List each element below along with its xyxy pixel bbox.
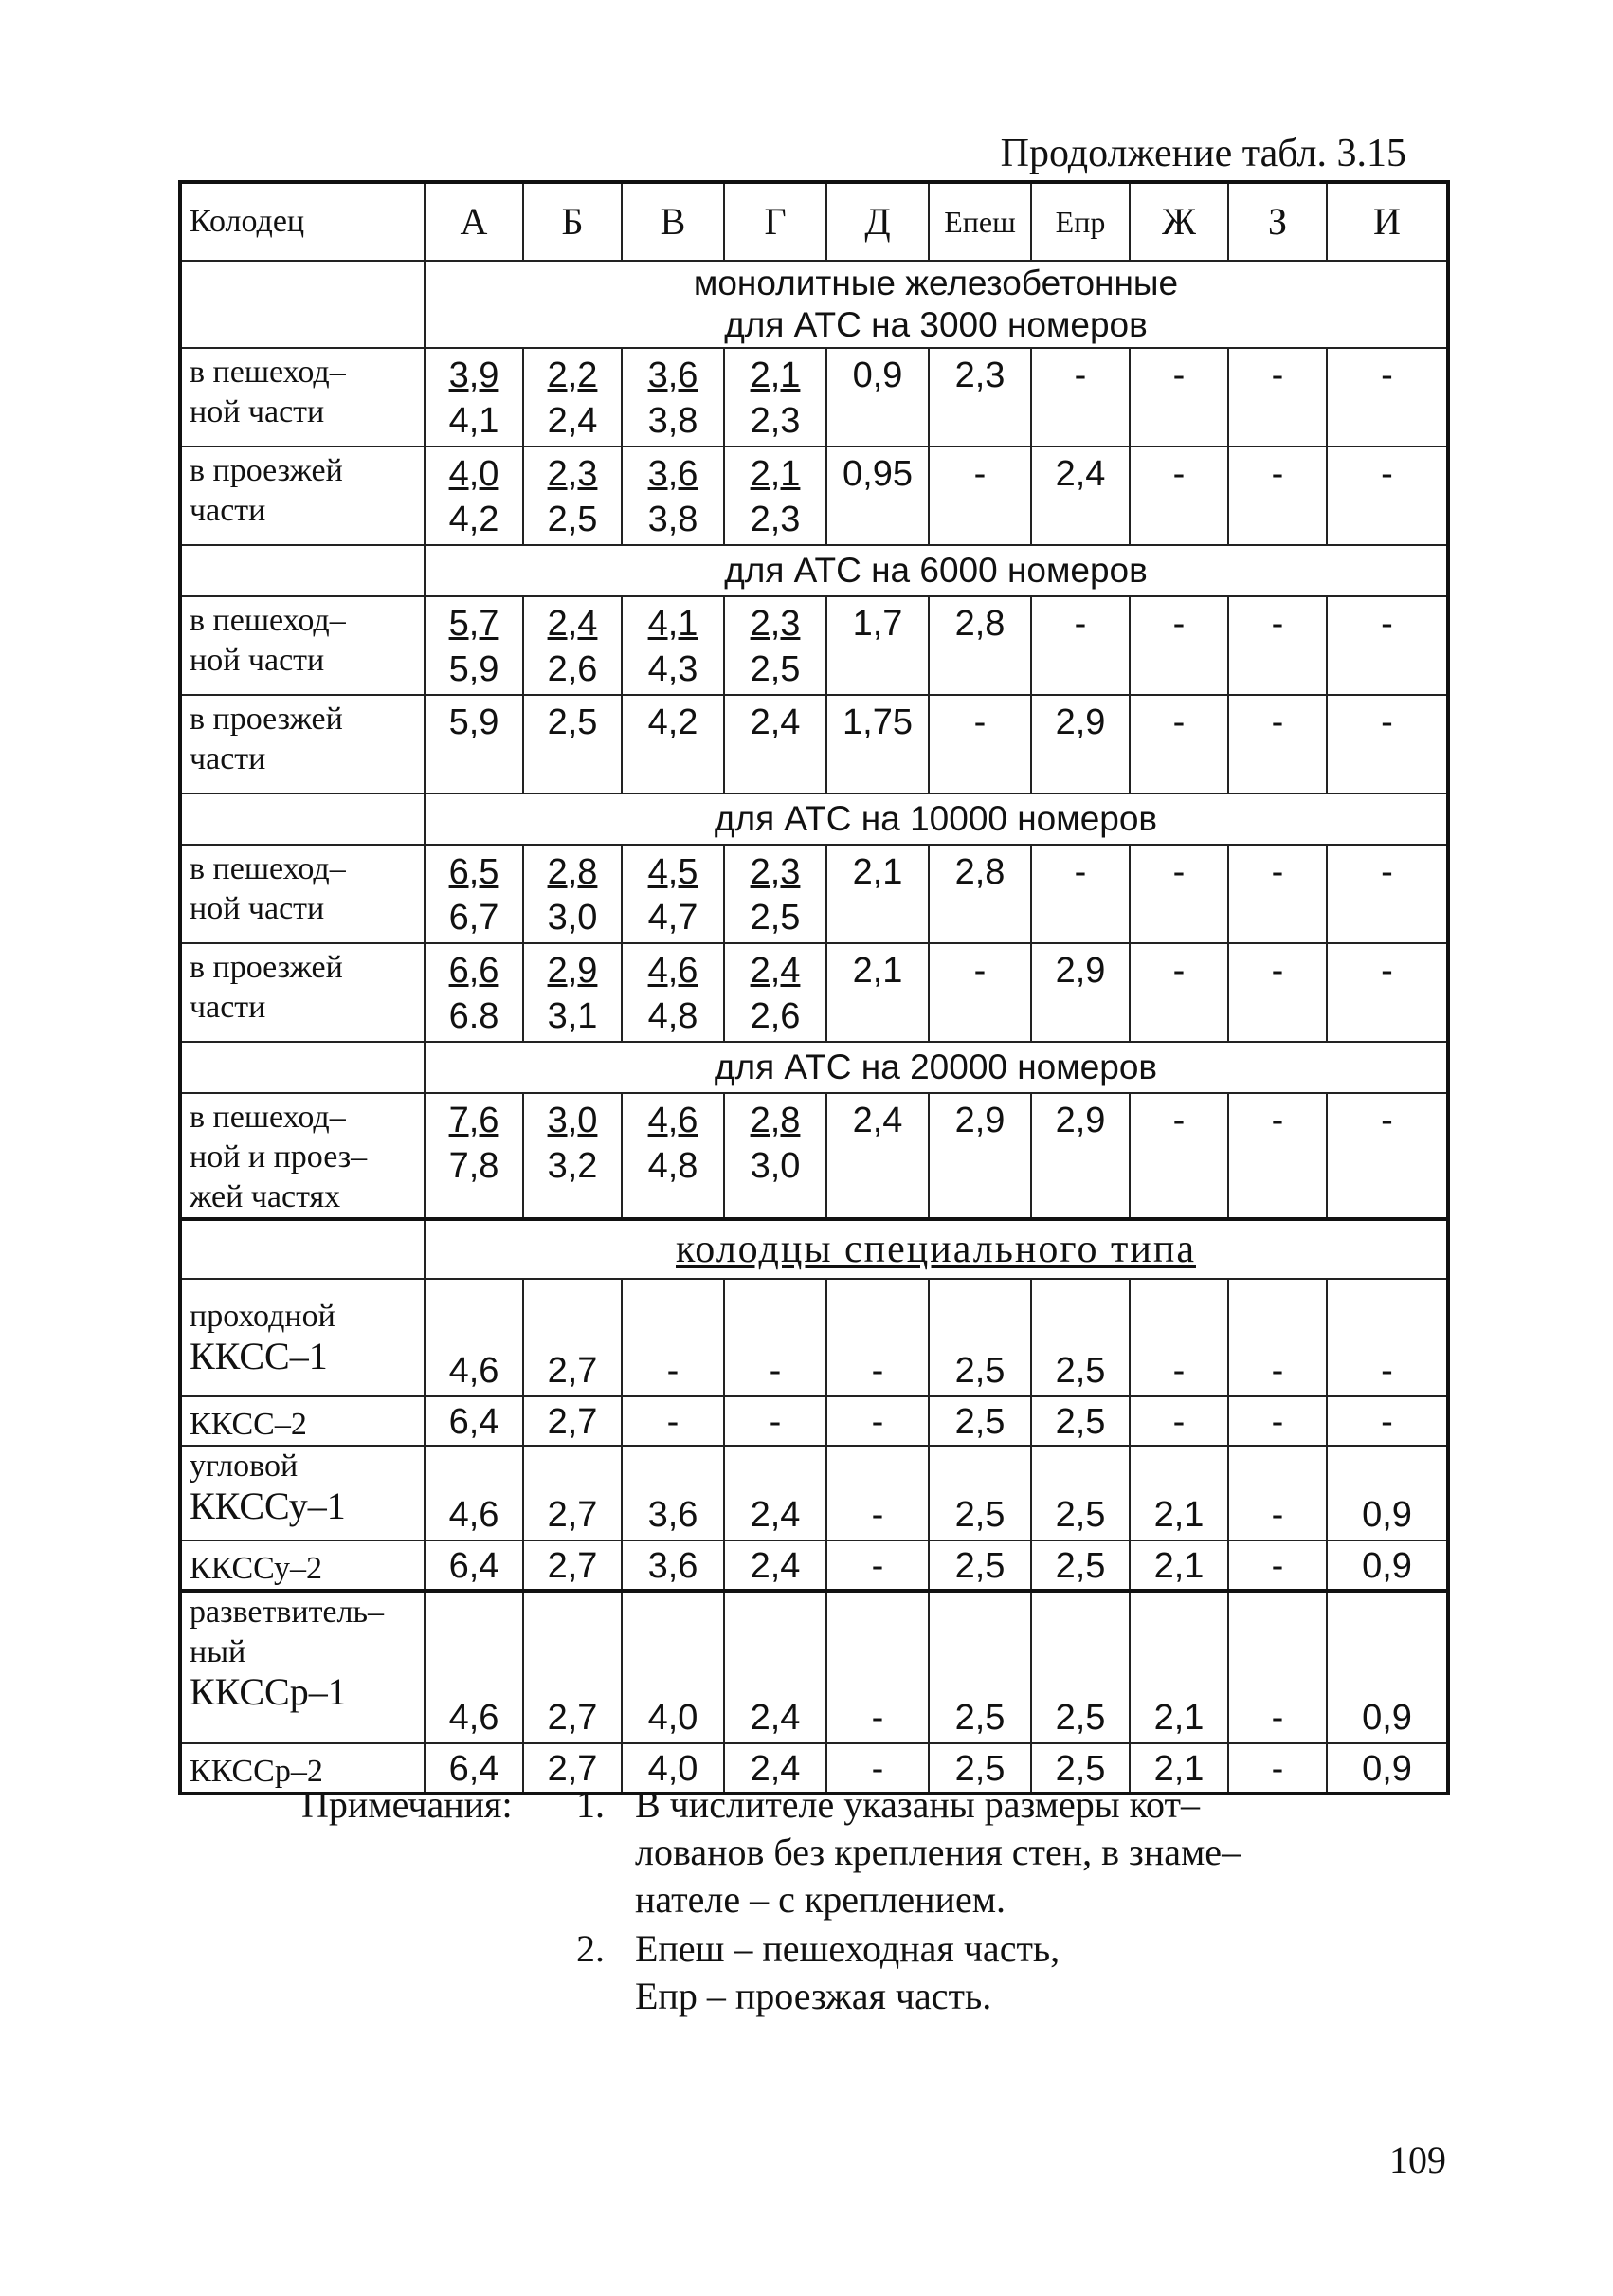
cell-b: 2,4 2,6	[523, 596, 622, 695]
cell-epesh: 2,5	[929, 1540, 1031, 1591]
cell-z: -	[1228, 1591, 1327, 1743]
section-title: для АТС на 10000 номеров	[425, 793, 1448, 845]
cell-a: 6,4	[425, 1396, 523, 1446]
cell-i: -	[1327, 1093, 1448, 1219]
cell-zh: 2,1	[1130, 1540, 1228, 1591]
note-1-line-2: лованов без крепления стен, в знаме–	[635, 1831, 1241, 1873]
cell-zh: -	[1130, 1279, 1228, 1396]
cell-b: 3,0 3,2	[523, 1093, 622, 1219]
cell-epesh: 2,5	[929, 1743, 1031, 1794]
cell-a: 4,6	[425, 1446, 523, 1540]
header-row	[180, 182, 1448, 261]
header-col-z: З	[1228, 182, 1327, 261]
cell-v: 4,6 4,8	[622, 943, 724, 1042]
row-label: в проезжей части	[180, 695, 425, 793]
cell-v: 4,1 4,3	[622, 596, 724, 695]
cell-i: -	[1327, 943, 1448, 1042]
cell-z: -	[1228, 943, 1327, 1042]
section-label-spacer	[180, 1219, 425, 1279]
row-label: угловой ККССу–1	[180, 1446, 425, 1540]
note-1-line-1: В числителе указаны размеры кот–	[635, 1783, 1200, 1826]
cell-v: 4,2	[622, 695, 724, 793]
row-label: в проезжей части	[180, 943, 425, 1042]
cell-v: 3,6 3,8	[622, 348, 724, 446]
cell-epesh: 2,5	[929, 1446, 1031, 1540]
section-label-spacer	[180, 261, 425, 348]
cell-zh: -	[1130, 845, 1228, 943]
section-title	[425, 261, 1448, 348]
cell-epesh: 2,5	[929, 1396, 1031, 1446]
cell-b: 2,3 2,5	[523, 446, 622, 545]
cell-z: -	[1228, 1279, 1327, 1396]
cell-epr: -	[1031, 845, 1130, 943]
cell-epesh: 2,9	[929, 1093, 1031, 1219]
cell-epr: 2,5	[1031, 1446, 1130, 1540]
cell-v: 4,0	[622, 1591, 724, 1743]
cell-v: 4,6 4,8	[622, 1093, 724, 1219]
cell-g: 2,4	[724, 695, 826, 793]
cell-b: 2,7	[523, 1279, 622, 1396]
cell-i: -	[1327, 1396, 1448, 1446]
cell-zh: -	[1130, 1396, 1228, 1446]
note-1-line-3: нателе – с креплением.	[635, 1878, 1006, 1921]
cell-g: -	[724, 1396, 826, 1446]
cell-d: 1,7	[826, 596, 929, 695]
row-label: в пешеход– ной и проез– жей частях	[180, 1093, 425, 1219]
cell-b: 2,7	[523, 1743, 622, 1794]
cell-i: -	[1327, 446, 1448, 545]
cell-epesh: 2,3	[929, 348, 1031, 446]
cell-a: 5,7 5,9	[425, 596, 523, 695]
header-col-b: Б	[523, 182, 622, 261]
header-well: Колодец	[180, 182, 425, 261]
table-row	[180, 1279, 1448, 1396]
cell-g: 2,4	[724, 1591, 826, 1743]
row-label: в пешеход– ной части	[180, 348, 425, 446]
row-label: ККССу–2	[180, 1540, 425, 1591]
cell-z: -	[1228, 1540, 1327, 1591]
cell-g: 2,4	[724, 1743, 826, 1794]
cell-i: 0,9	[1327, 1591, 1448, 1743]
row-label: ККСС–2	[180, 1396, 425, 1446]
table-caption: Продолжение табл. 3.15	[1000, 132, 1406, 175]
table-row	[180, 348, 1448, 446]
cell-epr: -	[1031, 348, 1130, 446]
cell-epesh: -	[929, 695, 1031, 793]
section-title: для АТС на 6000 номеров	[425, 545, 1448, 596]
cell-a: 6,4	[425, 1743, 523, 1794]
table-row	[180, 1093, 1448, 1219]
cell-i: -	[1327, 348, 1448, 446]
cell-d: -	[826, 1446, 929, 1540]
special-title-text: колодцы специального типа	[676, 1227, 1196, 1271]
cell-a: 6,4	[425, 1540, 523, 1591]
cell-z: -	[1228, 446, 1327, 545]
cell-a: 6,5 6,7	[425, 845, 523, 943]
cell-z: -	[1228, 845, 1327, 943]
row-label: разветвитель– ный ККССр–1	[180, 1591, 425, 1743]
cell-g: 2,4 2,6	[724, 943, 826, 1042]
row-label: проходной ККСС–1	[180, 1279, 425, 1396]
cell-g: -	[724, 1279, 826, 1396]
cell-zh: 2,1	[1130, 1591, 1228, 1743]
cell-v: 3,6 3,8	[622, 446, 724, 545]
header-col-zh: Ж	[1130, 182, 1228, 261]
cell-a: 4,6	[425, 1279, 523, 1396]
cell-v: 3,6	[622, 1540, 724, 1591]
cell-epr: 2,9	[1031, 943, 1130, 1042]
cell-a: 4,6	[425, 1591, 523, 1743]
header-col-g: Г	[724, 182, 826, 261]
cell-b: 2,7	[523, 1591, 622, 1743]
cell-epr: 2,5	[1031, 1743, 1130, 1794]
section-title-line1: монолитные железобетонные	[693, 264, 1179, 302]
cell-b: 2,7	[523, 1396, 622, 1446]
section-title: для АТС на 20000 номеров	[425, 1042, 1448, 1093]
section-row	[180, 1219, 1448, 1279]
table-row	[180, 596, 1448, 695]
cell-d: -	[826, 1743, 929, 1794]
cell-zh: 2,1	[1130, 1446, 1228, 1540]
note-2-line-2: Епр – проезжая часть.	[635, 1975, 992, 2017]
cell-z: -	[1228, 1446, 1327, 1540]
header-col-v: В	[622, 182, 724, 261]
cell-z: -	[1228, 1093, 1327, 1219]
cell-epr: 2,5	[1031, 1279, 1130, 1396]
notes-heading: Примечания:	[301, 1783, 513, 1826]
section-title-line2: для АТС на 3000 номеров	[724, 305, 1148, 344]
cell-zh: -	[1130, 695, 1228, 793]
table-row	[180, 446, 1448, 545]
row-label: в пешеход– ной части	[180, 596, 425, 695]
header-col-d: Д	[826, 182, 929, 261]
cell-i: -	[1327, 845, 1448, 943]
cell-epr: 2,5	[1031, 1396, 1130, 1446]
section-row	[180, 793, 1448, 845]
cell-b: 2,8 3,0	[523, 845, 622, 943]
cell-i: 0,9	[1327, 1540, 1448, 1591]
cell-b: 2,2 2,4	[523, 348, 622, 446]
page-number: 109	[1389, 2139, 1446, 2181]
row-label: ККССр–2	[180, 1743, 425, 1794]
note-2-line-1: Епеш – пешеходная часть,	[635, 1927, 1060, 1970]
cell-i: 0,9	[1327, 1446, 1448, 1540]
cell-zh: -	[1130, 1093, 1228, 1219]
cell-z: -	[1228, 348, 1327, 446]
cell-zh: -	[1130, 446, 1228, 545]
cell-i: -	[1327, 695, 1448, 793]
cell-epr: 2,9	[1031, 1093, 1130, 1219]
cell-g: 2,3 2,5	[724, 596, 826, 695]
cell-d: -	[826, 1591, 929, 1743]
table-row	[180, 1591, 1448, 1743]
cell-z: -	[1228, 1743, 1327, 1794]
section-row	[180, 1042, 1448, 1093]
row-label: в проезжей части	[180, 446, 425, 545]
cell-d: -	[826, 1279, 929, 1396]
cell-g: 2,4	[724, 1540, 826, 1591]
cell-a: 5,9	[425, 695, 523, 793]
special-section-title	[425, 1219, 1448, 1279]
cell-v: 3,6	[622, 1446, 724, 1540]
cell-i: 0,9	[1327, 1743, 1448, 1794]
cell-d: 2,1	[826, 943, 929, 1042]
header-col-a: А	[425, 182, 523, 261]
cell-d: -	[826, 1540, 929, 1591]
cell-d: -	[826, 1396, 929, 1446]
table-row	[180, 845, 1448, 943]
section-label-spacer	[180, 793, 425, 845]
cell-b: 2,5	[523, 695, 622, 793]
cell-zh: -	[1130, 943, 1228, 1042]
section-row	[180, 261, 1448, 348]
table-row	[180, 1540, 1448, 1591]
cell-epr: 2,4	[1031, 446, 1130, 545]
cell-epr: -	[1031, 596, 1130, 695]
section-label-spacer	[180, 1042, 425, 1093]
cell-epesh: 2,5	[929, 1591, 1031, 1743]
header-col-i: И	[1327, 182, 1448, 261]
cell-epr: 2,5	[1031, 1591, 1130, 1743]
section-label-spacer	[180, 545, 425, 596]
header-col-epesh: Епеш	[929, 182, 1031, 261]
cell-a: 7,6 7,8	[425, 1093, 523, 1219]
cell-g: 2,8 3,0	[724, 1093, 826, 1219]
table-row	[180, 695, 1448, 793]
cell-d: 0,95	[826, 446, 929, 545]
cell-d: 0,9	[826, 348, 929, 446]
cell-d: 1,75	[826, 695, 929, 793]
cell-epr: 2,9	[1031, 695, 1130, 793]
cell-z: -	[1228, 695, 1327, 793]
cell-i: -	[1327, 596, 1448, 695]
wells-table	[178, 180, 1450, 1795]
cell-b: 2,7	[523, 1540, 622, 1591]
cell-d: 2,1	[826, 845, 929, 943]
section-row	[180, 545, 1448, 596]
cell-v: 4,5 4,7	[622, 845, 724, 943]
cell-a: 4,0 4,2	[425, 446, 523, 545]
cell-epesh: -	[929, 943, 1031, 1042]
table-row	[180, 943, 1448, 1042]
cell-epesh: 2,5	[929, 1279, 1031, 1396]
row-label: в пешеход– ной части	[180, 845, 425, 943]
header-col-epr: Епр	[1031, 182, 1130, 261]
cell-v: -	[622, 1279, 724, 1396]
cell-epesh: 2,8	[929, 845, 1031, 943]
cell-v: -	[622, 1396, 724, 1446]
cell-b: 2,7	[523, 1446, 622, 1540]
cell-g: 2,1 2,3	[724, 446, 826, 545]
cell-zh: -	[1130, 348, 1228, 446]
table-row	[180, 1446, 1448, 1540]
cell-epesh: 2,8	[929, 596, 1031, 695]
cell-g: 2,3 2,5	[724, 845, 826, 943]
cell-epesh: -	[929, 446, 1031, 545]
cell-zh: -	[1130, 596, 1228, 695]
cell-v: 4,0	[622, 1743, 724, 1794]
cell-b: 2,9 3,1	[523, 943, 622, 1042]
cell-z: -	[1228, 596, 1327, 695]
cell-zh: 2,1	[1130, 1743, 1228, 1794]
table-row	[180, 1396, 1448, 1446]
cell-z: -	[1228, 1396, 1327, 1446]
cell-epr: 2,5	[1031, 1540, 1130, 1591]
cell-g: 2,1 2,3	[724, 348, 826, 446]
cell-a: 3,9 4,1	[425, 348, 523, 446]
cell-i: -	[1327, 1279, 1448, 1396]
cell-d: 2,4	[826, 1093, 929, 1219]
cell-g: 2,4	[724, 1446, 826, 1540]
cell-a: 6,6 6.8	[425, 943, 523, 1042]
